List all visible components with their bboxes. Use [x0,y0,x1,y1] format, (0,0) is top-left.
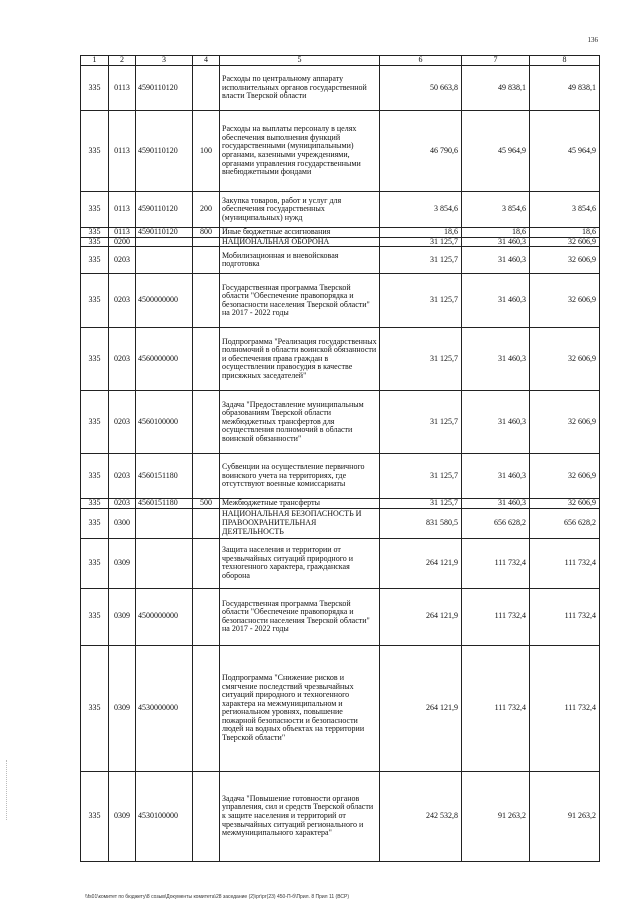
amount-year2-cell: 31 460,3 [462,454,530,499]
amount-year1-cell: 31 125,7 [380,454,462,499]
amount-year3-cell: 656 628,2 [530,508,600,538]
table-row [81,538,600,588]
amount-year2-cell: 49 838,1 [462,66,530,111]
amount-year3-cell: 49 838,1 [530,66,600,111]
table-row [81,274,600,328]
target-article-cell: 4590110120 [136,111,193,192]
expense-type-cell [193,247,220,274]
amount-year2-cell: 31 460,3 [462,274,530,328]
section-code-cell: 0300 [109,508,136,538]
description-cell: Подпрограмма "Реализация государственных полномочий в области воинской обязанности и обеспечения права граждан в осуществлении правосудия в качестве присяжных заседателей" [220,328,380,391]
amount-year3-cell: 32 606,9 [530,454,600,499]
table-row [81,111,600,192]
amount-year1-cell: 31 125,7 [380,247,462,274]
budget-table [80,55,600,862]
amount-year3-cell: 32 606,9 [530,237,600,247]
target-article-cell [136,538,193,588]
table-row [81,328,600,391]
amount-year3-cell: 3 854,6 [530,192,600,228]
amount-year3-cell: 32 606,9 [530,391,600,454]
amount-year3-cell: 45 964,9 [530,111,600,192]
expense-type-cell [193,237,220,247]
amount-year1-cell: 264 121,9 [380,538,462,588]
section-code-cell: 0203 [109,247,136,274]
target-article-cell: 4560151180 [136,499,193,509]
amount-year3-cell: 18,6 [530,228,600,238]
description-cell: Задача "Повышение готовности органов управления, сил и средств Тверской области к защите населения и территорий от чрезвычайных ситуаций регионального и межмуниципального характера" [220,771,380,861]
amount-year3-cell: 32 606,9 [530,499,600,509]
amount-year3-cell: 32 606,9 [530,274,600,328]
expense-type-cell [193,66,220,111]
expense-type-cell [193,538,220,588]
admin-code-cell: 335 [81,771,109,861]
expense-type-cell [193,771,220,861]
target-article-cell: 4590110120 [136,228,193,238]
admin-code-cell: 335 [81,111,109,192]
table-row [81,454,600,499]
expense-type-cell: 500 [193,499,220,509]
section-code-cell: 0203 [109,499,136,509]
expense-type-cell [193,508,220,538]
table-row [81,588,600,645]
header-cell: 4 [193,56,220,66]
header-cell: 7 [462,56,530,66]
description-cell: Государственная программа Тверской области "Обеспечение правопорядка и безопасности населения Тверской области" на 2017 - 2022 годы [220,588,380,645]
section-code-cell: 0113 [109,111,136,192]
amount-year2-cell: 3 854,6 [462,192,530,228]
amount-year2-cell: 45 964,9 [462,111,530,192]
target-article-cell: 4560151180 [136,454,193,499]
admin-code-cell: 335 [81,228,109,238]
amount-year3-cell: 111 732,4 [530,588,600,645]
header-cell: 1 [81,56,109,66]
table-row [81,247,600,274]
description-cell: Защита населения и территории от чрезвычайных ситуаций природного и техногенного характера, гражданская оборона [220,538,380,588]
description-cell: Межбюджетные трансферты [220,499,380,509]
target-article-cell: 4590110120 [136,66,193,111]
admin-code-cell: 335 [81,237,109,247]
admin-code-cell: 335 [81,538,109,588]
description-cell: Задача "Предоставление муниципальным образованиям Тверской области межбюджетных трансфертов для осуществления полномочий в области воинской обязанности" [220,391,380,454]
amount-year2-cell: 31 460,3 [462,247,530,274]
amount-year2-cell: 31 460,3 [462,328,530,391]
description-cell: Иные бюджетные ассигнования [220,228,380,238]
description-cell: Мобилизационная и вневойсковая подготовка [220,247,380,274]
table-row [81,499,600,509]
expense-type-cell [193,588,220,645]
target-article-cell: 4590110120 [136,192,193,228]
section-code-cell: 0203 [109,328,136,391]
admin-code-cell: 335 [81,328,109,391]
target-article-cell: 4560000000 [136,328,193,391]
description-cell: Подпрограмма "Снижение рисков и смягчение последствий чрезвычайных ситуаций природного и техногенного характера на межмуниципальном и региональном уровнях, повышение пожарной безопасности и безопасности людей на водных объектах на территории Тверской области" [220,645,380,771]
target-article-cell: 4530000000 [136,645,193,771]
amount-year1-cell: 831 580,5 [380,508,462,538]
section-code-cell: 0113 [109,228,136,238]
section-code-cell: 0309 [109,538,136,588]
amount-year2-cell: 31 460,3 [462,391,530,454]
admin-code-cell: 335 [81,247,109,274]
target-article-cell: 4560100000 [136,391,193,454]
section-code-cell: 0309 [109,645,136,771]
admin-code-cell: 335 [81,645,109,771]
admin-code-cell: 335 [81,454,109,499]
page-number: 136 [587,36,598,44]
expense-type-cell [193,454,220,499]
section-code-cell: 0113 [109,66,136,111]
amount-year1-cell: 3 854,6 [380,192,462,228]
amount-year2-cell: 111 732,4 [462,588,530,645]
amount-year1-cell: 264 121,9 [380,588,462,645]
description-cell: Субвенции на осуществление первичного воинского учета на территориях, где отсутствуют военные комиссариаты [220,454,380,499]
target-article-cell [136,508,193,538]
header-cell: 8 [530,56,600,66]
description-cell: Государственная программа Тверской области "Обеспечение правопорядка и безопасности населения Тверской области" на 2017 - 2022 годы [220,274,380,328]
description-cell: Закупка товаров, работ и услуг для обеспечения государственных (муниципальных) нужд [220,192,380,228]
amount-year1-cell: 31 125,7 [380,499,462,509]
amount-year1-cell: 18,6 [380,228,462,238]
admin-code-cell: 335 [81,391,109,454]
admin-code-cell: 335 [81,274,109,328]
header-cell: 6 [380,56,462,66]
amount-year2-cell: 31 460,3 [462,499,530,509]
amount-year2-cell: 111 732,4 [462,645,530,771]
admin-code-cell: 335 [81,192,109,228]
footer-file-path: \\fs01\комитет по бюджету\8 созыв\Документы комитета\28 заседание (2)\рг\рг(23) 450-П-б\Прил. 8 Прил 11 (ВСР) [85,894,349,900]
expense-type-cell [193,645,220,771]
table-row [81,237,600,247]
section-code-cell: 0309 [109,588,136,645]
amount-year3-cell: 111 732,4 [530,645,600,771]
amount-year1-cell: 31 125,7 [380,328,462,391]
expense-type-cell [193,274,220,328]
amount-year2-cell: 18,6 [462,228,530,238]
header-cell: 5 [220,56,380,66]
table-row [81,645,600,771]
target-article-cell: 4530100000 [136,771,193,861]
section-code-cell: 0309 [109,771,136,861]
amount-year1-cell: 31 125,7 [380,237,462,247]
amount-year3-cell: 91 263,2 [530,771,600,861]
description-cell: Расходы по центральному аппарату исполнительных органов государственной власти Тверской области [220,66,380,111]
table-row [81,192,600,228]
amount-year2-cell: 31 460,3 [462,237,530,247]
description-cell: Расходы на выплаты персоналу в целях обеспечения выполнения функций государственными (муниципальными) органами, казенными учреждениями, органами управления государственными внебюджетными фондами [220,111,380,192]
admin-code-cell: 335 [81,508,109,538]
table-row [81,228,600,238]
amount-year2-cell: 91 263,2 [462,771,530,861]
table-row [81,66,600,111]
admin-code-cell: 335 [81,588,109,645]
admin-code-cell: 335 [81,499,109,509]
expense-type-cell: 800 [193,228,220,238]
amount-year1-cell: 50 663,8 [380,66,462,111]
amount-year3-cell: 32 606,9 [530,328,600,391]
amount-year1-cell: 242 532,8 [380,771,462,861]
section-code-cell: 0113 [109,192,136,228]
section-code-cell: 0203 [109,454,136,499]
section-code-cell: 0200 [109,237,136,247]
section-code-cell: 0203 [109,391,136,454]
expense-type-cell [193,328,220,391]
table-row [81,391,600,454]
target-article-cell: 4500000000 [136,588,193,645]
amount-year1-cell: 46 790,6 [380,111,462,192]
amount-year1-cell: 31 125,7 [380,391,462,454]
admin-code-cell: 335 [81,66,109,111]
target-article-cell: 4500000000 [136,274,193,328]
expense-type-cell: 200 [193,192,220,228]
amount-year1-cell: 264 121,9 [380,645,462,771]
table-row [81,771,600,861]
description-cell: НАЦИОНАЛЬНАЯ ОБОРОНА [220,237,380,247]
header-cell: 2 [109,56,136,66]
expense-type-cell: 100 [193,111,220,192]
table-header-row [81,56,600,66]
section-code-cell: 0203 [109,274,136,328]
amount-year2-cell: 656 628,2 [462,508,530,538]
amount-year2-cell: 111 732,4 [462,538,530,588]
amount-year1-cell: 31 125,7 [380,274,462,328]
amount-year3-cell: 111 732,4 [530,538,600,588]
target-article-cell [136,247,193,274]
header-cell: 3 [136,56,193,66]
expense-type-cell [193,391,220,454]
margin-marks [6,760,10,820]
target-article-cell [136,237,193,247]
description-cell: НАЦИОНАЛЬНАЯ БЕЗОПАСНОСТЬ И ПРАВООХРАНИТЕЛЬНАЯ ДЕЯТЕЛЬНОСТЬ [220,508,380,538]
table-row [81,508,600,538]
amount-year3-cell: 32 606,9 [530,247,600,274]
